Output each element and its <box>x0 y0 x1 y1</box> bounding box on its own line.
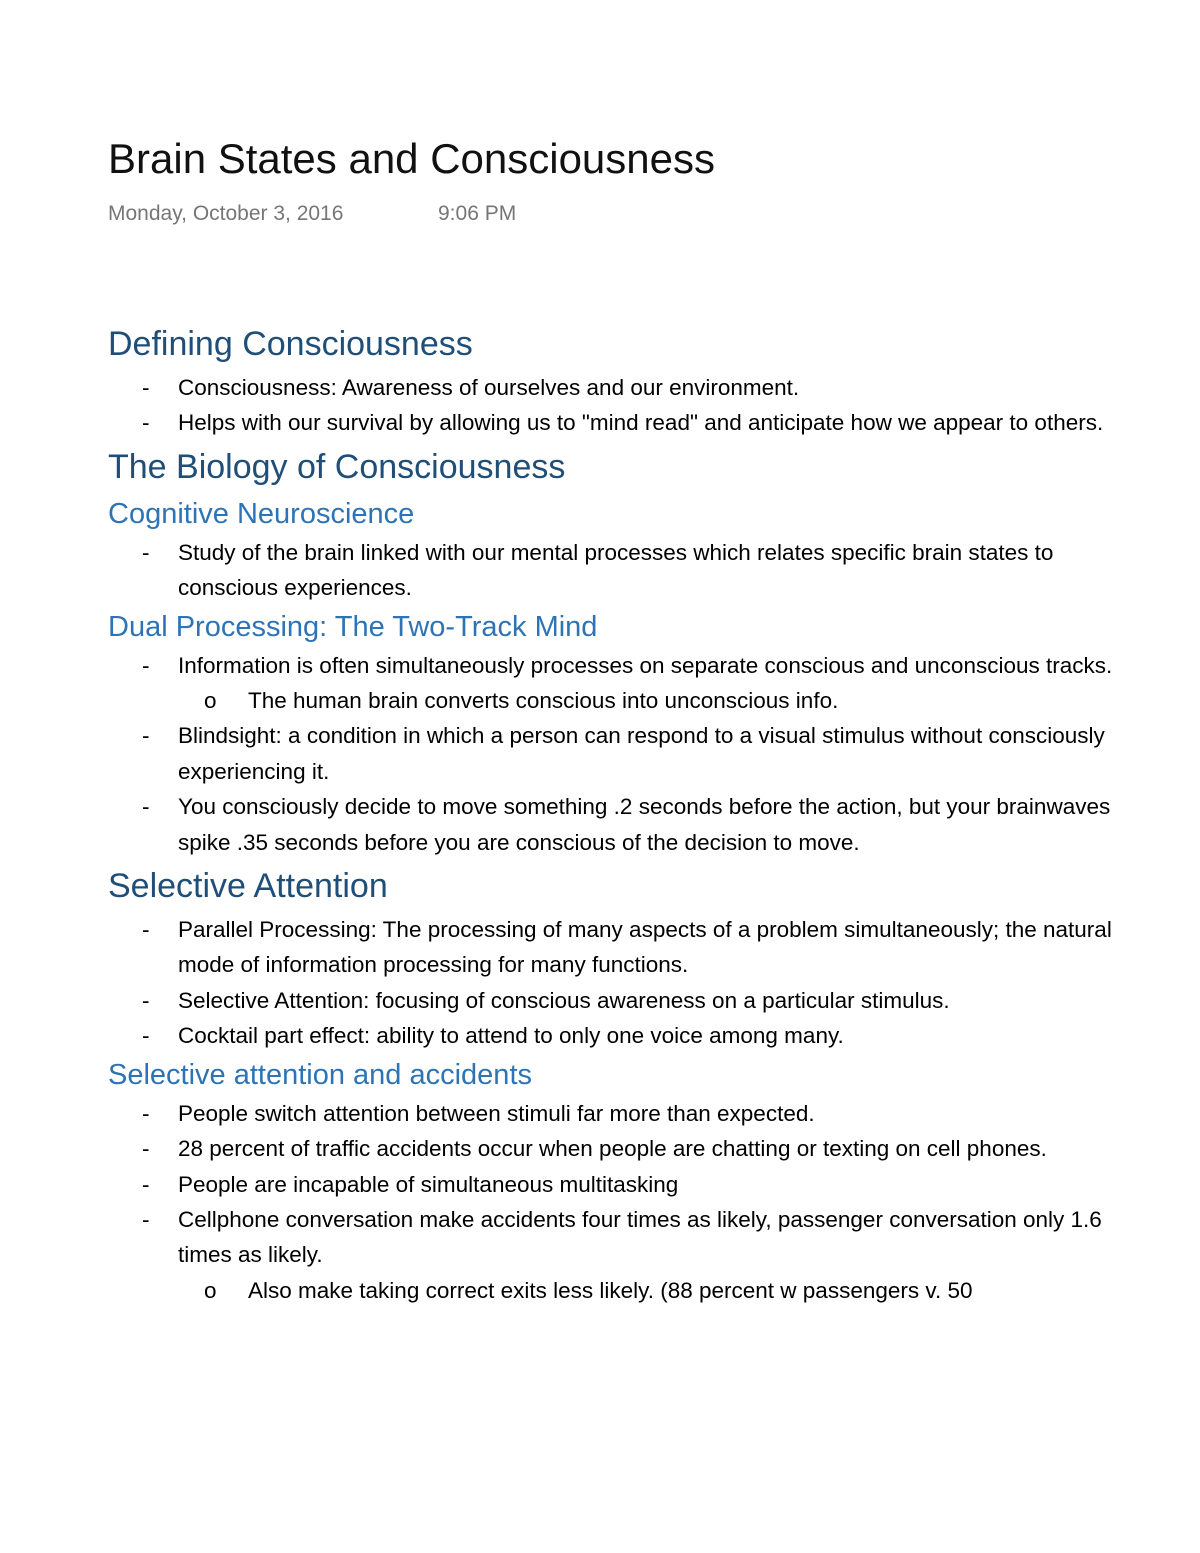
dash-bullet: - <box>142 794 150 820</box>
section-heading: Selective Attention <box>108 867 388 906</box>
list-item <box>108 405 1138 440</box>
list-item-text: Cellphone conversation make accidents four times as likely, passenger conversation only 1.6 times as likely. <box>178 1206 1102 1268</box>
list-item <box>108 1018 1138 1053</box>
list-item <box>108 912 1138 983</box>
dash-bullet: - <box>142 723 150 749</box>
subsection-heading: Selective attention and accidents <box>108 1058 532 1091</box>
list-item-text: Parallel Processing: The processing of many aspects of a problem simultaneously; the natural mode of information processing for many functions. <box>178 917 1112 978</box>
list-item-text: Helps with our survival by allowing us to "mind read" and anticipate how we appear to others. <box>178 410 1104 436</box>
list-item-text: Study of the brain linked with our mental processes which relates specific brain states to conscious experiences. <box>178 539 1054 601</box>
section-heading: The Biology of Consciousness <box>108 447 566 486</box>
sub-list-item <box>108 1273 1138 1308</box>
sub-list-item <box>108 683 1138 718</box>
list-item-text: You consciously decide to move something .2 seconds before the action, but your brainwaves spike .35 seconds before you are conscious of the decision to move. <box>178 794 1111 855</box>
dash-bullet: - <box>142 1171 150 1197</box>
list-item-text: Cocktail part effect: ability to attend to only one voice among many. <box>178 1023 844 1049</box>
dash-bullet: - <box>142 1023 150 1049</box>
dash-bullet: - <box>142 1100 150 1126</box>
section-heading: Defining Consciousness <box>108 325 473 363</box>
dash-bullet: - <box>142 1206 150 1232</box>
list-item <box>108 648 1138 683</box>
dash-bullet: - <box>142 987 150 1013</box>
list-item <box>108 1096 1138 1131</box>
list-item-text: Selective Attention: focusing of conscious awareness on a particular stimulus. <box>178 987 950 1013</box>
list-item-text: People are incapable of simultaneous multitasking <box>178 1171 679 1197</box>
list-item-text: The human brain converts conscious into unconscious info. <box>248 688 839 714</box>
list-item-text: Also make taking correct exits less likely. (88 percent w passengers v. 50 <box>248 1277 973 1303</box>
page-time: 9:06 PM <box>438 202 517 225</box>
dash-bullet: - <box>142 917 150 943</box>
list-item <box>108 789 1138 860</box>
page-content <box>108 318 1138 1308</box>
dash-bullet: - <box>142 652 150 678</box>
list-item-text: People switch attention between stimuli far more than expected. <box>178 1100 815 1126</box>
list-item <box>108 1131 1138 1166</box>
list-item <box>108 983 1138 1018</box>
circle-bullet: o <box>204 1277 217 1303</box>
list-item <box>108 370 1138 405</box>
dash-bullet: - <box>142 539 150 565</box>
page-meta <box>108 200 517 228</box>
page-title: Brain States and Consciousness <box>108 135 716 182</box>
dash-bullet: - <box>142 375 150 400</box>
list-item <box>108 1167 1138 1202</box>
dash-bullet: - <box>142 410 150 436</box>
list-item <box>108 1202 1138 1273</box>
list-item-text: Information is often simultaneously processes on separate conscious and unconscious tracks. <box>178 652 1113 678</box>
dash-bullet: - <box>142 1136 150 1162</box>
list-item-text: Consciousness: Awareness of ourselves and our environment. <box>178 375 800 400</box>
list-item-text: Blindsight: a condition in which a person can respond to a visual stimulus without consciously experiencing it. <box>178 723 1105 784</box>
subsection-heading: Dual Processing: The Two-Track Mind <box>108 610 598 643</box>
subsection-heading: Cognitive Neuroscience <box>108 497 415 530</box>
list-item-text: 28 percent of traffic accidents occur when people are chatting or texting on cell phones. <box>178 1136 1047 1162</box>
circle-bullet: o <box>204 688 217 714</box>
list-item <box>108 718 1138 789</box>
page-date: Monday, October 3, 2016 <box>108 202 344 225</box>
list-item <box>108 535 1138 606</box>
